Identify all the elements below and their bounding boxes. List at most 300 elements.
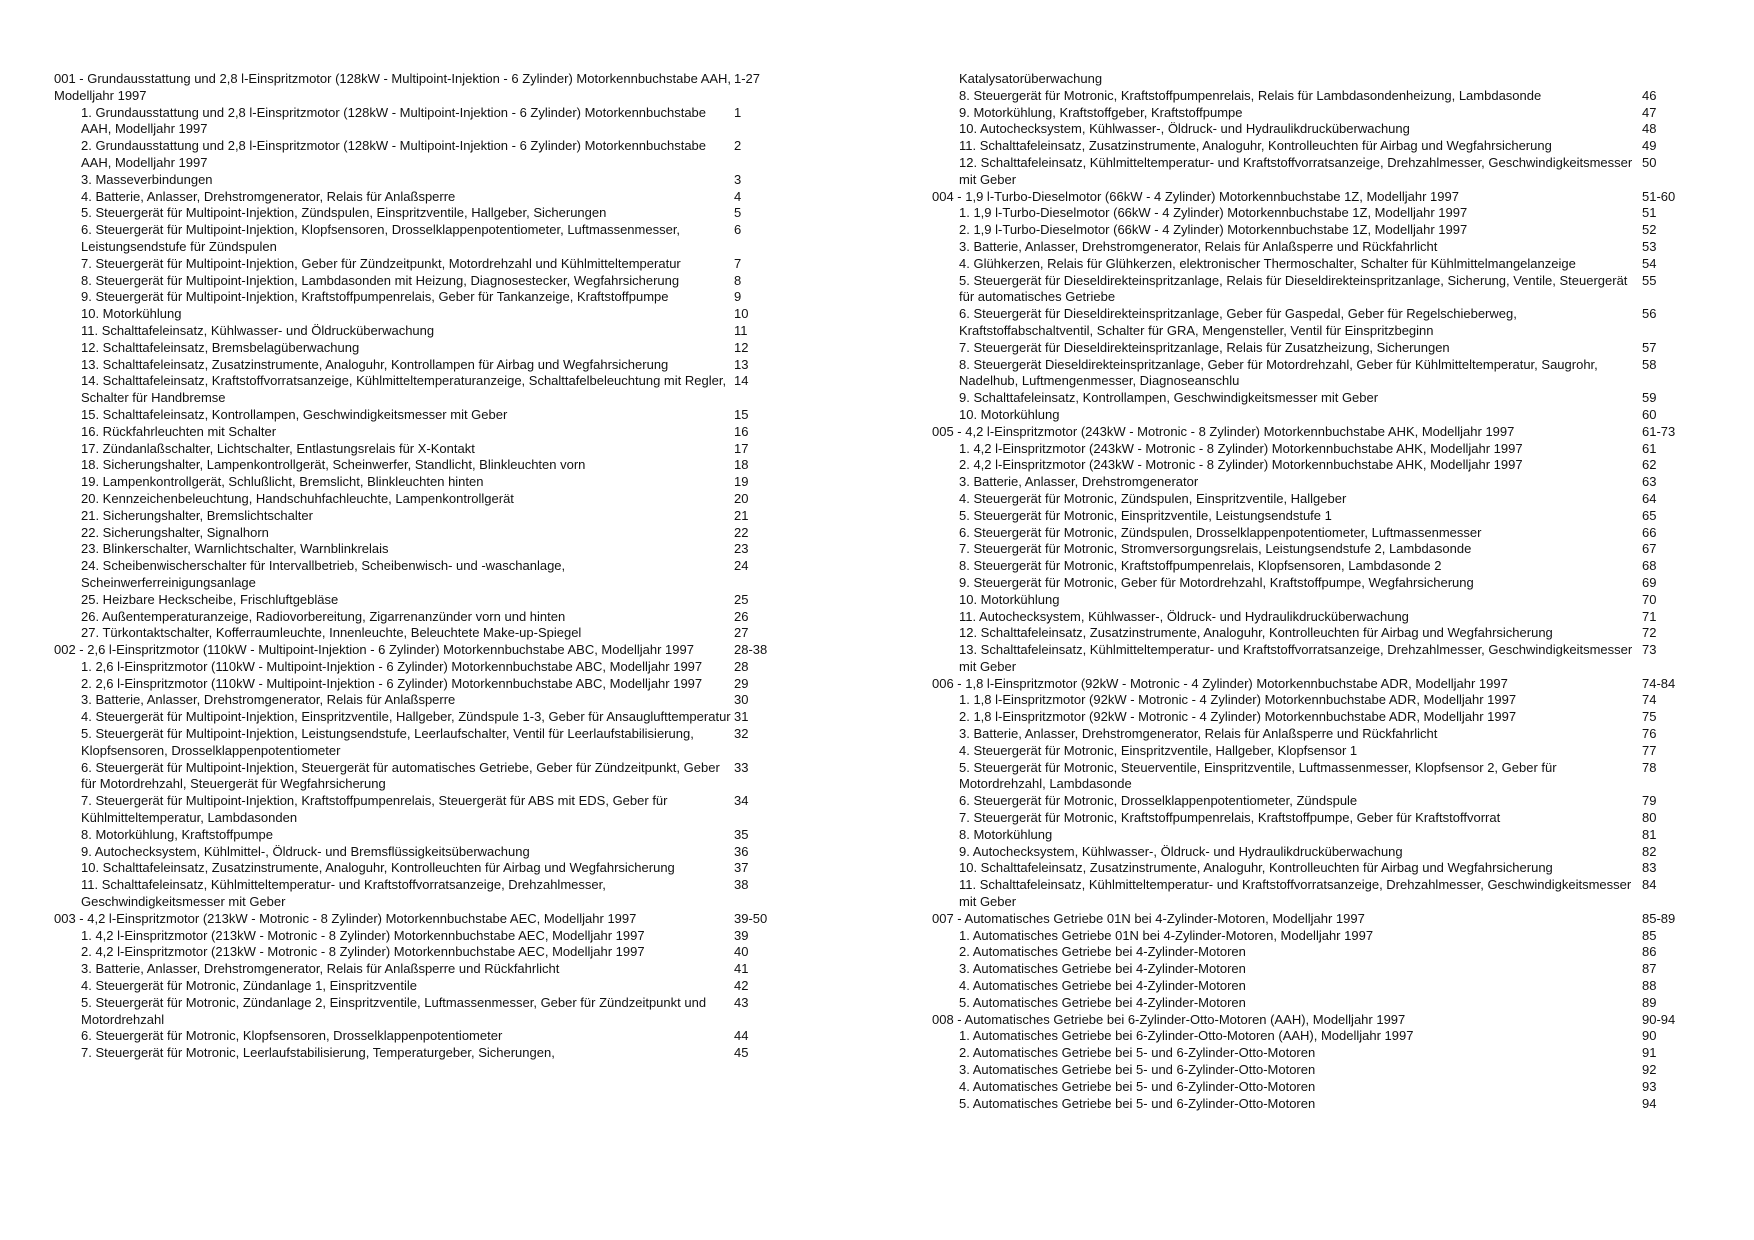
toc-entry-title: 12. Schalttafeleinsatz, Bremsbelagüberwachung [81,339,360,355]
toc-page-number: 94 [1642,1095,1657,1111]
toc-page-number: 76 [1642,726,1657,742]
toc-page-number: 66 [1642,524,1657,540]
toc-entry-title: 19. Lampenkontrollgerät, Schlußlicht, Bremslicht, Blinkleuchten hinten [81,474,484,490]
toc-entry-title: 4. Automatisches Getriebe bei 5- und 6-Zylinder-Otto-Motoren [959,1078,1316,1094]
toc-page-number: 23 [734,541,749,557]
toc-entry[interactable] [932,239,1692,256]
toc-entry-title: 003 - 4,2 l-Einspritzmotor (213kW - Motronic - 8 Zylinder) Motorkennbuchstabe AEC, Modelljahr 1997 [54,910,637,926]
toc-page-number: 68 [1642,558,1657,574]
toc-entry-title: Katalysatorüberwachung [959,71,1103,86]
toc-page-number: 53 [1642,238,1657,254]
toc-page-number: 25 [734,591,749,607]
toc-entry-title: 25. Heizbare Heckscheibe, Frischluftgebläse [81,591,339,607]
toc-entry[interactable] [932,205,1692,222]
toc-page-number: 55 [1642,272,1657,288]
toc-column-right [932,71,1692,1112]
toc-page-number: 19 [734,474,749,490]
toc-entry[interactable] [54,373,810,407]
toc-section-entry[interactable] [932,189,1692,206]
toc-page-number: 48 [1642,121,1657,137]
toc-entry-title: 001 - Grundausstattung und 2,8 l-Einspritzmotor (128kW - Multipoint-Injektion - 6 Zylinder) Motorkennbuchstabe AAH, Modelljahr 1997 [54,71,732,103]
toc-entry-title: 2. 1,8 l-Einspritzmotor (92kW - Motronic - 4 Zylinder) Motorkennbuchstabe ADR, Modelljahr 1997 [959,709,1517,725]
toc-page-number: 33 [734,759,749,775]
toc-page-number: 57 [1642,339,1657,355]
toc-section-entry[interactable] [54,642,810,659]
toc-page-number: 10 [734,306,749,322]
toc-entry-title: 2. Grundausstattung und 2,8 l-Einspritzmotor (128kW - Multipoint-Injektion - 6 Zylinder) Motorkennbuchstabe AAH, Modelljahr 1997 [81,138,707,170]
toc-section-entry[interactable] [932,911,1692,928]
toc-page-number: 67 [1642,541,1657,557]
toc-entry[interactable] [54,709,810,726]
toc-entry[interactable] [932,541,1692,558]
toc-entry-title: 21. Sicherungshalter, Bremslichtschalter [81,507,313,523]
toc-page-number: 89 [1642,994,1657,1010]
toc-page-number: 62 [1642,457,1657,473]
toc-entry[interactable] [932,121,1692,138]
toc-entry-title: 1. 1,9 l-Turbo-Dieselmotor (66kW - 4 Zylinder) Motorkennbuchstabe 1Z, Modelljahr 1997 [959,205,1468,221]
toc-entry-title: 8. Steuergerät Dieseldirekteinspritzanlage, Geber für Motordrehzahl, Geber für Kühlmitteltemperatur, Saugrohr, Nadelhub, Luftmengenmesser, Diagnoseanschlu [959,356,1598,389]
toc-entry[interactable] [932,508,1692,525]
toc-entry[interactable] [54,558,810,592]
toc-entry-title: 5. Automatisches Getriebe bei 4-Zylinder-Motoren [959,994,1246,1010]
toc-page-number: 81 [1642,826,1657,842]
toc-page-number: 90-94 [1642,1011,1676,1027]
toc-entry-title: 1. 4,2 l-Einspritzmotor (243kW - Motronic - 8 Zylinder) Motorkennbuchstabe AHK, Modelljahr 1997 [959,440,1523,456]
toc-entry[interactable] [54,760,810,794]
toc-page-number: 29 [734,675,749,691]
toc-page-number: 13 [734,356,749,372]
toc-entry-title: 8. Steuergerät für Motronic, Kraftstoffpumpenrelais, Relais für Lambdasondenheizung, Lambdasonde [959,87,1542,103]
toc-entry[interactable] [54,1028,810,1045]
toc-entry-title: 11. Schalttafeleinsatz, Kühlmitteltemperatur- und Kraftstoffvorratsanzeige, Drehzahlmesser, Geschwindigkeitsmesser mit Geber [81,877,606,910]
toc-page-number: 51-60 [1642,188,1676,204]
toc-entry-title: 3. Batterie, Anlasser, Drehstromgenerator [959,474,1199,490]
toc-page-number: 28 [734,658,749,674]
toc-entry[interactable] [932,155,1692,189]
toc-entry[interactable] [54,457,810,474]
toc-page-number: 24 [734,558,749,574]
toc-entry-title: 24. Scheibenwischerschalter für Intervallbetrieb, Scheibenwisch- und -waschanlage, Scheinwerferreinigungsanlage [81,558,566,590]
toc-page-number: 35 [734,826,749,842]
toc-page-number: 21 [734,507,749,523]
toc-entry[interactable] [932,88,1692,105]
toc-entry[interactable] [932,441,1692,458]
toc-entry[interactable] [54,407,810,424]
toc-entry[interactable] [54,357,810,374]
toc-entry[interactable] [54,273,810,290]
toc-entry[interactable] [932,575,1692,592]
toc-page-number: 31 [734,709,749,725]
toc-entry[interactable] [932,474,1692,491]
toc-page-number: 2 [734,138,742,154]
toc-entry-title: 1. Grundausstattung und 2,8 l-Einspritzmotor (128kW - Multipoint-Injektion - 6 Zylinder) Motorkennbuchstabe AAH, Modelljahr 1997 [81,104,707,137]
toc-entry-title: 3. Automatisches Getriebe bei 4-Zylinder-Motoren [959,961,1246,977]
toc-entry[interactable] [932,273,1692,307]
toc-entry[interactable] [932,827,1692,844]
toc-entry-title: 12. Schalttafeleinsatz, Kühlmitteltemperatur- und Kraftstoffvorratsanzeige, Drehzahlmesser, Geschwindigkeitsmesser mit Geber [959,154,1633,187]
toc-entry[interactable] [932,457,1692,474]
toc-entry[interactable] [54,793,810,827]
toc-page-number: 58 [1642,356,1657,372]
toc-entry-title: 2. Automatisches Getriebe bei 4-Zylinder-Motoren [959,944,1246,960]
toc-page-number: 77 [1642,742,1657,758]
toc-entry-title: 2. Automatisches Getriebe bei 5- und 6-Zylinder-Otto-Motoren [959,1045,1316,1061]
toc-entry[interactable] [932,625,1692,642]
toc-entry[interactable] [932,692,1692,709]
toc-entry-title: 005 - 4,2 l-Einspritzmotor (243kW - Motronic - 8 Zylinder) Motorkennbuchstabe AHK, Modelljahr 1997 [932,423,1515,439]
toc-entry[interactable] [932,928,1692,945]
toc-page-number: 90 [1642,1028,1657,1044]
toc-entry[interactable] [54,961,810,978]
toc-entry[interactable] [54,827,810,844]
toc-entry[interactable] [932,877,1692,911]
toc-page-number: 91 [1642,1045,1657,1061]
toc-entry[interactable] [932,525,1692,542]
toc-entry-title: 3. Batterie, Anlasser, Drehstromgenerator, Relais für Anlaßsperre und Rückfahrlicht [81,961,560,977]
toc-entry-title: 7. Steuergerät für Motronic, Kraftstoffpumpenrelais, Kraftstoffpumpe, Geber für Kraftstoffvorrat [959,810,1501,826]
toc-entry[interactable] [932,340,1692,357]
toc-page-number: 79 [1642,793,1657,809]
toc-page-number: 74-84 [1642,675,1676,691]
toc-entry[interactable] [54,726,810,760]
toc-entry[interactable] [932,810,1692,827]
toc-entry[interactable] [932,642,1692,676]
toc-page-number: 22 [734,524,749,540]
toc-entry[interactable] [932,709,1692,726]
toc-page-number: 93 [1642,1078,1657,1094]
toc-entry-title: 004 - 1,9 l-Turbo-Dieselmotor (66kW - 4 Zylinder) Motorkennbuchstabe 1Z, Modelljahr 1997 [932,188,1459,204]
toc-entry-title: 4. Batterie, Anlasser, Drehstromgenerator, Relais für Anlaßsperre [81,188,456,204]
toc-page-number: 27 [734,625,749,641]
toc-entry-title: 007 - Automatisches Getriebe 01N bei 4-Zylinder-Motoren, Modelljahr 1997 [932,910,1365,926]
toc-entry-title: 26. Außentemperaturanzeige, Radiovorbereitung, Zigarrenanzünder vorn und hinten [81,608,566,624]
toc-entry[interactable] [932,1096,1692,1113]
toc-entry-title: 2. 4,2 l-Einspritzmotor (243kW - Motronic - 8 Zylinder) Motorkennbuchstabe AHK, Modelljahr 1997 [959,457,1523,473]
toc-page-number: 26 [734,608,749,624]
toc-entry[interactable] [932,558,1692,575]
toc-entry[interactable] [932,306,1692,340]
toc-page-number: 39-50 [734,910,768,926]
toc-entry[interactable] [54,659,810,676]
toc-page-number: 56 [1642,306,1657,322]
toc-page-number: 1 [734,104,742,120]
toc-page-number: 49 [1642,138,1657,154]
toc-entry-title: 11. Schalttafeleinsatz, Kühlmitteltemperatur- und Kraftstoffvorratsanzeige, Drehzahlmesser, Geschwindigkeitsmesser mit Geber [959,877,1632,910]
toc-entry-title: 2. 4,2 l-Einspritzmotor (213kW - Motronic - 8 Zylinder) Motorkennbuchstabe AEC, Modelljahr 1997 [81,944,645,960]
toc-page-number: 83 [1642,860,1657,876]
toc-entry[interactable] [54,205,810,222]
toc-page-number: 40 [734,944,749,960]
toc-entry-title: 10. Motorkühlung [959,591,1060,607]
toc-entry-title: 22. Sicherungshalter, Signalhorn [81,524,269,540]
toc-entry-title: 13. Schalttafeleinsatz, Zusatzinstrumente, Analoguhr, Kontrollampen für Airbag und Wegfahrsicherung [81,356,669,372]
toc-entry-title: 10. Schalttafeleinsatz, Zusatzinstrumente, Analoguhr, Kontrolleuchten für Airbag und Wegfahrsicherung [959,860,1553,876]
toc-page-number: 88 [1642,978,1657,994]
toc-entry-title: 6. Steuergerät für Motronic, Zündspulen, Drosselklappenpotentiometer, Luftmassenmesser [959,524,1482,540]
toc-entry-title: 7. Steuergerät für Multipoint-Injektion, Kraftstoffpumpenrelais, Steuergerät für ABS mit EDS, Geber für Kühlmitteltemperatur, Lambdasonden [81,793,668,826]
toc-entry-title: 16. Rückfahrleuchten mit Schalter [81,423,277,439]
toc-entry[interactable] [54,625,810,642]
toc-page-number: 50 [1642,154,1657,170]
toc-page-number: 64 [1642,490,1657,506]
toc-page-number: 34 [734,793,749,809]
toc-entry[interactable] [54,256,810,273]
toc-entry-title: 5. Steuergerät für Motronic, Einspritzventile, Leistungsendstufe 1 [959,507,1332,523]
toc-page-number: 6 [734,222,742,238]
toc-entry-title: 18. Sicherungshalter, Lampenkontrollgerät, Scheinwerfer, Standlicht, Blinkleuchten vorn [81,457,586,473]
toc-entry-title: 5. Steuergerät für Multipoint-Injektion, Zündspulen, Einspritzventile, Hallgeber, Sicherungen [81,205,607,221]
toc-entry-title: 11. Schalttafeleinsatz, Kühlwasser- und Öldrucküberwachung [81,322,435,338]
toc-entry[interactable] [932,860,1692,877]
toc-page-number: 87 [1642,961,1657,977]
toc-entry-title: 3. Masseverbindungen [81,171,213,187]
toc-section-entry[interactable] [932,1012,1692,1029]
toc-entry[interactable] [54,928,810,945]
toc-entry-title: 11. Schalttafeleinsatz, Zusatzinstrumente, Analoguhr, Kontrolleuchten für Airbag und Wegfahrsicherung [959,138,1552,154]
toc-page-number: 43 [734,994,749,1010]
toc-entry[interactable] [932,726,1692,743]
toc-page-number: 51 [1642,205,1657,221]
toc-entry-title: 2. 2,6 l-Einspritzmotor (110kW - Multipoint-Injektion - 6 Zylinder) Motorkennbuchstabe ABC, Modelljahr 1997 [81,675,703,691]
toc-page-number: 15 [734,406,749,422]
toc-page-number: 28-38 [734,642,768,658]
toc-page-number: 36 [734,843,749,859]
toc-entry[interactable] [54,525,810,542]
toc-page-number: 80 [1642,810,1657,826]
toc-page-number: 73 [1642,642,1657,658]
toc-entry-title: 5. Steuergerät für Multipoint-Injektion, Leistungsendstufe, Leerlaufschalter, Ventil für Leerlaufstabilisierung, Klopfsensoren, Drosselklappenpotentiometer [81,726,694,758]
toc-section-entry[interactable] [54,911,810,928]
toc-page-number: 11 [734,322,748,338]
toc-page-number: 32 [734,726,749,742]
toc-entry[interactable] [932,390,1692,407]
toc-entry[interactable] [54,692,810,709]
toc-entry-title: 5. Automatisches Getriebe bei 5- und 6-Zylinder-Otto-Motoren [959,1095,1316,1111]
toc-entry-title: 8. Steuergerät für Motronic, Kraftstoffpumpenrelais, Klopfsensoren, Lambdasonde 2 [959,558,1442,574]
toc-entry-title: 14. Schalttafeleinsatz, Kraftstoffvorratsanzeige, Kühlmitteltemperaturanzeige, Schalttafelbeleuchtung mit Regler, Schalter für Handbremse [81,373,727,406]
toc-page-number: 14 [734,373,749,389]
toc-column-left [54,71,810,1062]
toc-page-number: 7 [734,255,742,271]
toc-entry-title: 10. Motorkühlung [81,306,182,322]
toc-entry[interactable] [54,441,810,458]
toc-entry-title: 9. Autochecksystem, Kühlwasser-, Öldruck- und Hydraulikdrucküberwachung [959,843,1403,859]
toc-entry-title: 6. Steuergerät für Multipoint-Injektion, Klopfsensoren, Drosselklappenpotentiometer, Luftmassenmesser, Leistungsendstufe für Zündspulen [81,222,681,254]
toc-entry[interactable] [54,138,810,172]
toc-entry[interactable] [54,491,810,508]
toc-page-number: 78 [1642,759,1657,775]
toc-entry[interactable] [54,592,810,609]
toc-entry-title: 002 - 2,6 l-Einspritzmotor (110kW - Multipoint-Injektion - 6 Zylinder) Motorkennbuchstabe ABC, Modelljahr 1997 [54,642,694,658]
toc-entry[interactable] [54,424,810,441]
toc-entry-title: 7. Steuergerät für Motronic, Stromversorgungsrelais, Leistungsendstufe 2, Lambdasonde [959,541,1472,557]
toc-page-number: 61 [1642,440,1657,456]
toc-entry[interactable] [54,676,810,693]
toc-section-entry[interactable] [932,424,1692,441]
toc-entry[interactable] [54,844,810,861]
toc-entry[interactable] [54,222,810,256]
toc-entry[interactable] [932,256,1692,273]
toc-entry-title: 9. Steuergerät für Motronic, Geber für Motordrehzahl, Kraftstoffpumpe, Wegfahrsicherung [959,574,1474,590]
toc-entry[interactable] [54,306,810,323]
toc-page-number: 5 [734,205,742,221]
toc-page-number: 4 [734,188,742,204]
toc-entry-title: 4. Steuergerät für Motronic, Zündspulen, Einspritzventile, Hallgeber [959,490,1347,506]
toc-page-number: 3 [734,171,742,187]
toc-entry[interactable] [54,508,810,525]
toc-entry[interactable] [932,1045,1692,1062]
toc-entry[interactable] [932,760,1692,794]
toc-entry-title: 4. Steuergerät für Multipoint-Injektion, Einspritzventile, Hallgeber, Zündspule 1-3, Geber für Ansauglufttemperatur [81,709,731,725]
toc-page-number: 44 [734,1028,749,1044]
toc-entry-title: 3. Batterie, Anlasser, Drehstromgenerator, Relais für Anlaßsperre [81,692,456,708]
toc-page-number: 20 [734,490,749,506]
toc-page-number: 12 [734,339,749,355]
toc-entry-title: 9. Motorkühlung, Kraftstoffgeber, Kraftstoffpumpe [959,104,1243,120]
toc-entry[interactable] [54,609,810,626]
toc-entry[interactable] [932,71,1692,88]
toc-page-number: 84 [1642,877,1657,893]
toc-page-number: 46 [1642,87,1657,103]
toc-entry-title: 1. 2,6 l-Einspritzmotor (110kW - Multipoint-Injektion - 6 Zylinder) Motorkennbuchstabe ABC, Modelljahr 1997 [81,658,703,674]
toc-entry[interactable] [932,978,1692,995]
toc-page-number: 72 [1642,625,1657,641]
toc-page-number: 65 [1642,507,1657,523]
toc-entry-title: 27. Türkontaktschalter, Kofferraumleuchte, Innenleuchte, Beleuchtete Make-up-Spiegel [81,625,582,641]
toc-page-number: 82 [1642,843,1657,859]
toc-entry[interactable] [54,189,810,206]
toc-entry-title: 6. Steuergerät für Motronic, Drosselklappenpotentiometer, Zündspule [959,793,1358,809]
toc-entry-title: 6. Steuergerät für Motronic, Klopfsensoren, Drosselklappenpotentiometer [81,1028,503,1044]
toc-entry[interactable] [54,474,810,491]
toc-entry-title: 10. Schalttafeleinsatz, Zusatzinstrumente, Analoguhr, Kontrolleuchten für Airbag und Wegfahrsicherung [81,860,675,876]
toc-page-number: 63 [1642,474,1657,490]
toc-entry[interactable] [932,138,1692,155]
toc-entry[interactable] [932,793,1692,810]
toc-entry-title: 23. Blinkerschalter, Warnlichtschalter, Warnblinkrelais [81,541,389,557]
toc-page-number: 85 [1642,927,1657,943]
toc-page-number: 38 [734,877,749,893]
toc-entry-title: 008 - Automatisches Getriebe bei 6-Zylinder-Otto-Motoren (AAH), Modelljahr 1997 [932,1011,1406,1027]
toc-page-number: 1-27 [734,71,761,86]
toc-section-entry[interactable] [932,676,1692,693]
toc-entry[interactable] [932,491,1692,508]
toc-entry[interactable] [54,877,810,911]
toc-entry-title: 5. Steuergerät für Dieseldirekteinspritzanlage, Relais für Dieseldirekteinspritzanlage, Sicherung, Ventile, Steuergerät für automatisches Getriebe [959,272,1628,305]
toc-entry-title: 9. Autochecksystem, Kühlmittel-, Öldruck- und Bremsflüssigkeitsüberwachung [81,843,530,859]
toc-section-entry[interactable] [54,71,810,105]
toc-entry-title: 1. 1,8 l-Einspritzmotor (92kW - Motronic - 4 Zylinder) Motorkennbuchstabe ADR, Modelljahr 1997 [959,692,1517,708]
toc-entry[interactable] [54,541,810,558]
toc-entry-title: 4. Steuergerät für Motronic, Zündanlage 1, Einspritzventile [81,978,418,994]
toc-page-number: 45 [734,1045,749,1061]
toc-entry[interactable] [932,105,1692,122]
toc-entry-title: 3. Batterie, Anlasser, Drehstromgenerator, Relais für Anlaßsperre und Rückfahrlicht [959,726,1438,742]
toc-entry-title: 10. Autochecksystem, Kühlwasser-, Öldruck- und Hydraulikdrucküberwachung [959,121,1410,137]
toc-entry-title: 5. Steuergerät für Motronic, Zündanlage 2, Einspritzventile, Luftmassenmesser, Geber für Zündzeitpunkt und Motordrehzahl [81,994,707,1027]
toc-entry-title: 1. Automatisches Getriebe 01N bei 4-Zylinder-Motoren, Modelljahr 1997 [959,927,1374,943]
toc-entry-title: 4. Automatisches Getriebe bei 4-Zylinder-Motoren [959,978,1246,994]
toc-page-number: 92 [1642,1062,1657,1078]
toc-entry-title: 12. Schalttafeleinsatz, Zusatzinstrumente, Analoguhr, Kontrolleuchten für Airbag und Wegfahrsicherung [959,625,1553,641]
toc-page-number: 16 [734,423,749,439]
toc-page-number: 8 [734,272,742,288]
toc-entry-title: 15. Schalttafeleinsatz, Kontrollampen, Geschwindigkeitsmesser mit Geber [81,406,508,422]
toc-entry-title: 006 - 1,8 l-Einspritzmotor (92kW - Motronic - 4 Zylinder) Motorkennbuchstabe ADR, Modelljahr 1997 [932,675,1508,691]
toc-entry[interactable] [54,1045,810,1062]
toc-entry[interactable] [54,860,810,877]
toc-entry-title: 8. Steuergerät für Multipoint-Injektion, Lambdasonden mit Heizung, Diagnosestecker, Wegfahrsicherung [81,272,680,288]
toc-page-number: 59 [1642,390,1657,406]
toc-entry-title: 20. Kennzeichenbeleuchtung, Handschuhfachleuchte, Lampenkontrollgerät [81,490,514,506]
toc-entry[interactable] [932,407,1692,424]
toc-page-number: 54 [1642,255,1657,271]
toc-entry[interactable] [932,222,1692,239]
toc-entry[interactable] [932,609,1692,626]
toc-entry[interactable] [54,340,810,357]
toc-page-number: 47 [1642,104,1657,120]
toc-page-number: 86 [1642,944,1657,960]
toc-entry[interactable] [932,1079,1692,1096]
toc-entry[interactable] [54,978,810,995]
toc-entry[interactable] [932,844,1692,861]
toc-entry-title: 17. Zündanlaßschalter, Lichtschalter, Entlastungsrelais für X-Kontakt [81,440,475,456]
toc-entry-title: 5. Steuergerät für Motronic, Steuerventile, Einspritzventile, Luftmassenmesser, Klopfsensor 2, Geber für Motordrehzahl, Lambdasonde [959,759,1557,792]
toc-page-number: 18 [734,457,749,473]
toc-page-number: 75 [1642,709,1657,725]
toc-page-number: 85-89 [1642,910,1676,926]
toc-entry-title: 8. Motorkühlung [959,826,1053,842]
toc-entry[interactable] [932,592,1692,609]
toc-entry[interactable] [54,944,810,961]
toc-entry-title: 9. Schalttafeleinsatz, Kontrollampen, Geschwindigkeitsmesser mit Geber [959,390,1379,406]
toc-entry[interactable] [932,1062,1692,1079]
toc-page-number: 61-73 [1642,423,1676,439]
toc-entry[interactable] [54,105,810,139]
toc-entry[interactable] [54,289,810,306]
toc-entry-title: 9. Steuergerät für Multipoint-Injektion, Kraftstoffpumpenrelais, Geber für Tankanzeige, Kraftstoffpumpe [81,289,669,305]
toc-page-number: 9 [734,289,742,305]
toc-entry-title: 4. Glühkerzen, Relais für Glühkerzen, elektronischer Thermoschalter, Schalter für Kühlmittelmangelanzeige [959,255,1576,271]
toc-page-number: 74 [1642,692,1657,708]
toc-entry[interactable] [932,743,1692,760]
toc-entry-title: 10. Motorkühlung [959,406,1060,422]
toc-entry-title: 7. Steuergerät für Multipoint-Injektion, Geber für Zündzeitpunkt, Motordrehzahl und Kühlmitteltemperatur [81,255,681,271]
toc-page-number: 39 [734,927,749,943]
toc-entry[interactable] [54,172,810,189]
toc-entry-title: 4. Steuergerät für Motronic, Einspritzventile, Hallgeber, Klopfsensor 1 [959,742,1358,758]
toc-page-number: 42 [734,978,749,994]
toc-page-number: 37 [734,860,749,876]
toc-entry-title: 1. 4,2 l-Einspritzmotor (213kW - Motronic - 8 Zylinder) Motorkennbuchstabe AEC, Modelljahr 1997 [81,927,645,943]
toc-entry[interactable] [932,944,1692,961]
toc-entry-title: 2. 1,9 l-Turbo-Dieselmotor (66kW - 4 Zylinder) Motorkennbuchstabe 1Z, Modelljahr 1997 [959,222,1468,238]
toc-entry-title: 3. Automatisches Getriebe bei 5- und 6-Zylinder-Otto-Motoren [959,1062,1316,1078]
toc-entry[interactable] [932,995,1692,1012]
toc-entry-title: 6. Steuergerät für Dieseldirekteinspritzanlage, Geber für Gaspedal, Geber für Regelschieberweg, Kraftstoffabschaltventil, Schalter für GRA, Mengensteller, Ventil für Einspritzbeginn [959,306,1517,338]
toc-page-number: 30 [734,692,749,708]
toc-page-number: 70 [1642,591,1657,607]
toc-entry[interactable] [932,1028,1692,1045]
toc-entry[interactable] [932,961,1692,978]
toc-entry[interactable] [932,357,1692,391]
toc-entry[interactable] [54,323,810,340]
toc-page-number: 41 [734,961,749,977]
toc-entry-title: 7. Steuergerät für Dieseldirekteinspritzanlage, Relais für Zusatzheizung, Sicherungen [959,339,1450,355]
toc-entry[interactable] [54,995,810,1029]
toc-page-number: 60 [1642,406,1657,422]
toc-entry-title: 7. Steuergerät für Motronic, Leerlaufstabilisierung, Temperaturgeber, Sicherungen, [81,1045,555,1061]
